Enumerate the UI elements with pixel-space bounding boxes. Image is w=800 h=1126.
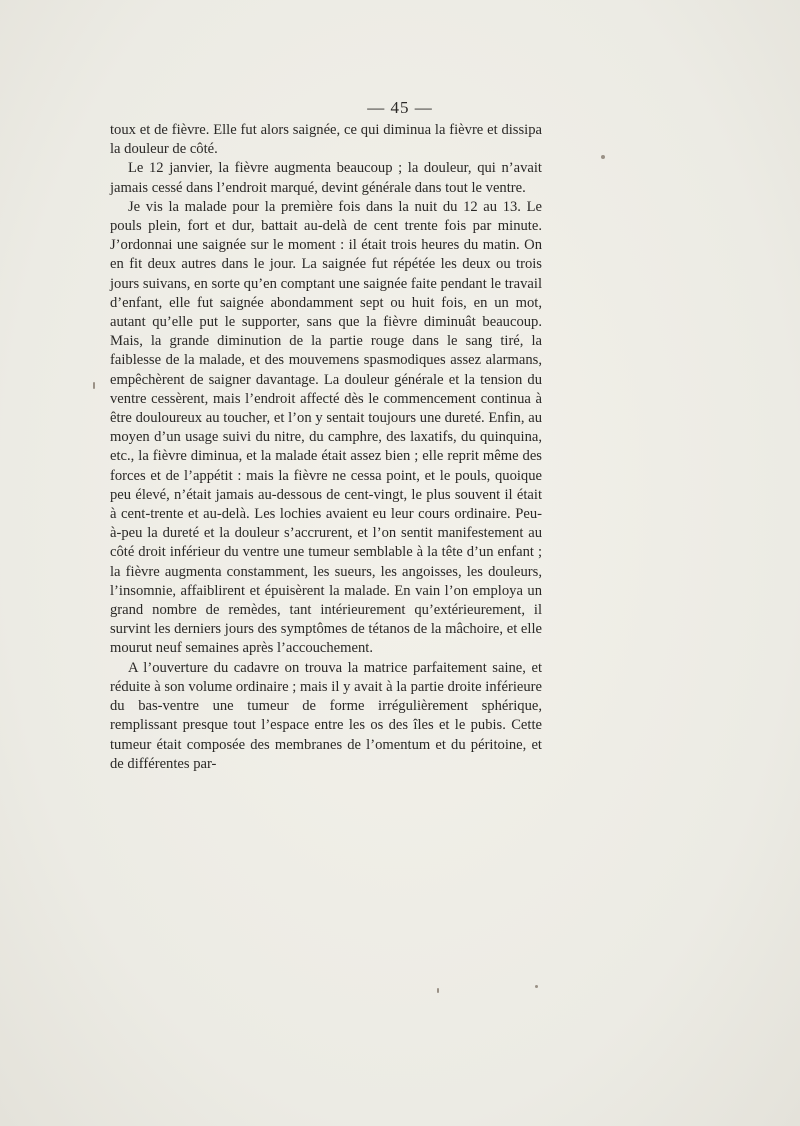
paper-speck [601,155,605,159]
page-number: — 45 — [367,98,433,117]
paragraph: toux et de fièvre. Elle fut alors saignée, ce qui diminua la fièvre et dissipa la douleur de côté. [110,122,542,158]
paper-speck [535,985,538,988]
paragraph: A l’ouverture du cadavre on trouva la matrice parfaitement saine, et réduite à son volume ordinaire ; mais il y avait à la partie droite inférieure du bas-ventre une tumeur de forme irrégulièrement sphérique, remplissant presque tout l’espace entre les os des îles et le pubis. Cette tumeur était composée des membranes de l’omentum et du péritoine, et de différentes par- [110,659,542,772]
paper-speck [437,988,439,993]
paper-speck [93,382,95,389]
paragraph: Le 12 janvier, la fièvre augmenta beaucoup ; la douleur, qui n’avait jamais cessé dans l’endroit marqué, devint générale dans tout le ventre. [110,160,542,196]
body-text [110,121,542,774]
paragraph: Je vis la malade pour la première fois dans la nuit du 12 au 13. Le pouls plein, fort et dur, battait au-delà de cent trente fois par minute. J’ordonnai une saignée sur le moment : il était trois heures du matin. On en fit deux autres dans le jour. La saignée fut répétée les deux ou trois jours suivans, en sorte qu’en comptant une saignée faite pendant le travail d’enfant, elle fut saignée abondamment sept ou huit fois, en un mot, autant qu’elle put le supporter, sans que la fièvre diminuât beaucoup. Mais, la grande diminution de la partie rouge dans le sang tiré, la faiblesse de la malade, et des mouvemens spasmodiques assez alarmans, empêchèrent de saigner davantage. La douleur générale et la tension du ventre cessèrent, mais l’endroit affecté dès le commencement continua à être douloureux au toucher, et l’on y sentait toujours une dureté. Enfin, au moyen d’un usage suivi du nitre, du camphre, des laxatifs, du quinquina, etc., la fièvre diminua, et la malade était assez bien ; elle reprit même des forces et de l’appétit : mais la fièvre ne cessa point, et le pouls, quoique peu élevé, n’était jamais au-dessous de cent-vingt, le plus souvent il était à cent-trente et au-delà. Les lochies avaient eu leur cours ordinaire. Peu-à-peu la dureté et la douleur s’accrurent, et l’on sentit manifestement au côté droit inférieur du ventre une tumeur semblable à la tête d’un enfant ; la fièvre augmenta constamment, les sueurs, les angoisses, les douleurs, l’insomnie, affaiblirent et épuisèrent la malade. En vain l’on employa un grand nombre de remèdes, tant intérieurement qu’extérieurement, il survint les derniers jours des symptômes de tétanos de la mâchoire, et elle mourut neuf semaines après l’accouchement. [110,198,542,657]
